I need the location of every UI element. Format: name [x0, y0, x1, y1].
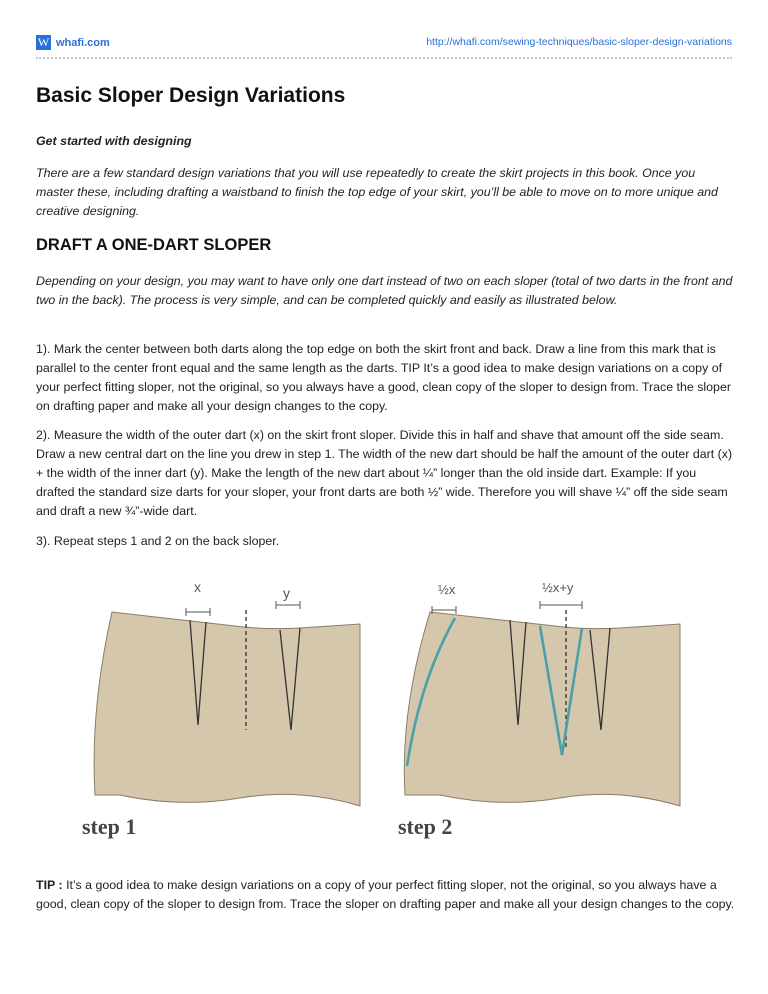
- intro-paragraph: There are a few standard design variations that you will use repeatedly to create the skirt projects in this book. Once you master these, including drafting a waistband to finish the top edge of your skirt, you’ll be able to move on to more unique and creative designing.: [36, 166, 718, 218]
- section-heading: DRAFT A ONE-DART SLOPER: [36, 236, 272, 254]
- intro-subhead: Get started with designing: [36, 134, 192, 148]
- tip-label: TIP :: [36, 878, 63, 892]
- sloper-illustration: [60, 570, 710, 850]
- tip-text: It’s a good idea to make design variations on a copy of your perfect fitting sloper, not the original, so you always have a good, clean copy of the sloper to design from. Trace the sloper on drafting paper and make all your design changes to the copy.: [36, 878, 735, 911]
- site-name-link[interactable]: whafi.com: [56, 36, 110, 49]
- header-divider: [36, 57, 732, 59]
- step-1-y-measure: [276, 601, 300, 609]
- step-2-label: step 2: [398, 814, 453, 839]
- step-2-half-x-y-label: ½x+y: [542, 580, 574, 595]
- step-3-paragraph: 3). Repeat steps 1 and 2 on the back sloper.: [36, 534, 280, 548]
- step-1-x-measure: [186, 608, 210, 616]
- step-1-label: step 1: [82, 814, 137, 839]
- step-1-sloper-shape: [94, 612, 360, 806]
- site-logo[interactable]: [36, 35, 110, 50]
- page-url-link[interactable]: http://whafi.com/sewing-techniques/basic-sloper-design-variations: [426, 36, 732, 48]
- step-1-y-label: y: [283, 585, 290, 601]
- step-1-x-label: x: [194, 579, 201, 595]
- step-2-sloper: [398, 580, 680, 839]
- tip-paragraph: [36, 876, 736, 914]
- step-2-half-x-label: ½x: [438, 582, 456, 597]
- page-title: Basic Sloper Design Variations: [36, 84, 346, 107]
- page-header: [36, 34, 732, 54]
- section-lead-paragraph: Depending on your design, you may want to have only one dart instead of two on each sloper (total of two darts in the front and two in the back). The process is very simple, and can be completed quickly and easily as illustrated below.: [36, 274, 733, 307]
- step-1-sloper: [82, 579, 360, 839]
- step-2-paragraph: 2). Measure the width of the outer dart (x) on the skirt front sloper. Divide this in half and shave that amount off the side seam. Draw a new central dart on the line you drew in step 1. The width of the new dart should be half the amount of the outer dart (x) + the width of the inner dart (y). Make the length of the new dart about ¼” longer than the old inside dart. Example: If you drafted the standard size darts for your sloper, your front darts are both ½” wide. Therefore you will shave ¼” off the side seam and draft a new ¾”-wide dart.: [36, 428, 733, 518]
- step-2-half-x-y-measure: [540, 601, 582, 609]
- step-1-paragraph: 1). Mark the center between both darts along the top edge on both the skirt front and back. Draw a line from this mark that is parallel to the center front equal and the same length as the darts. TIP It’s a good idea to make design variations on a copy of your perfect fitting sloper, not the original, so you always have a good, clean copy of the sloper to design from. Trace the sloper on drafting paper and make all your design changes to the copy.: [36, 342, 731, 413]
- w-logo-icon: W: [37, 35, 50, 49]
